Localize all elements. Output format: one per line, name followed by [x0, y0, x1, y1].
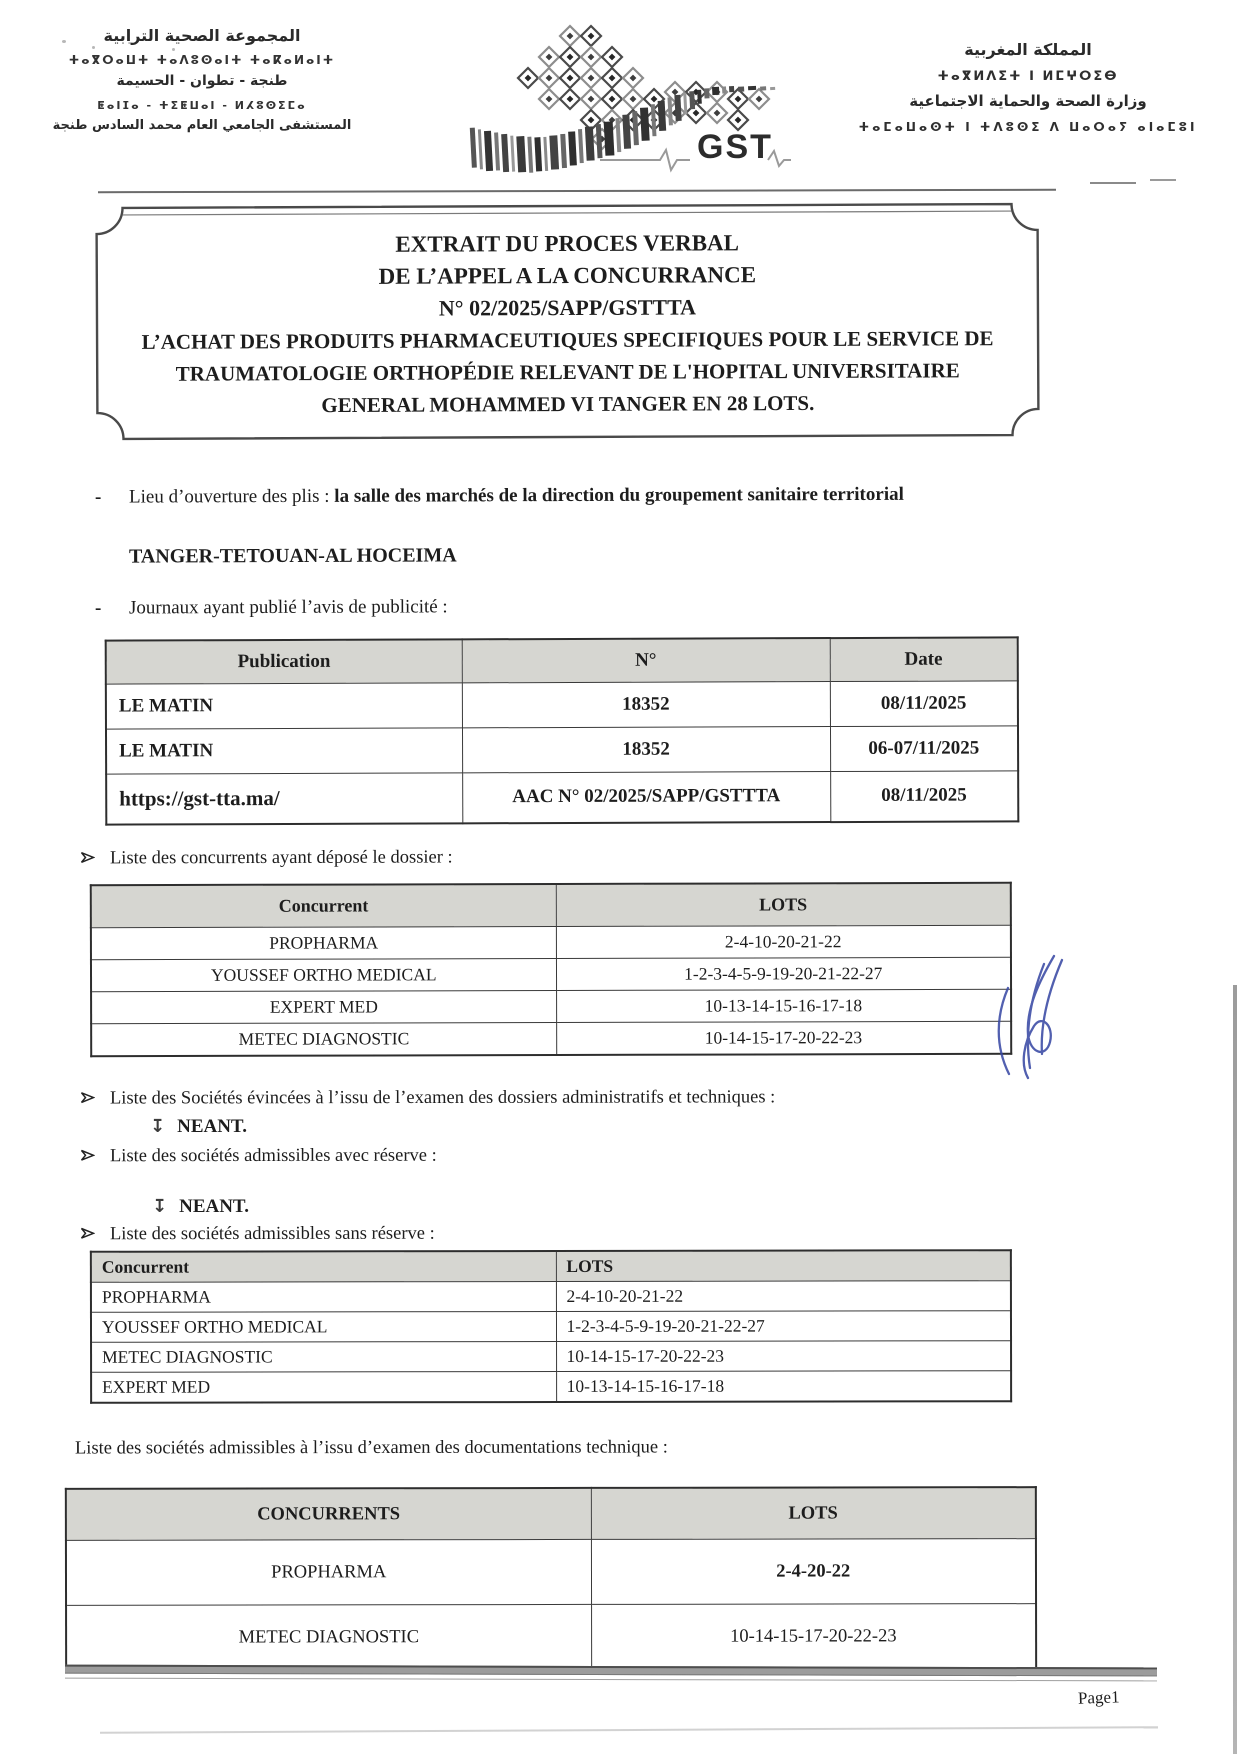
sans-reserve-table [90, 1249, 1012, 1404]
kingdom-arabic: المملكة المغربية [964, 40, 1092, 59]
table-cell: YOUSSEF ORTHO MEDICAL [91, 1311, 556, 1342]
dash-bullet-mark: - [94, 486, 102, 508]
region-cities-arabic: طنجة - تطوان - الحسيمة [116, 73, 288, 89]
title-frame [94, 202, 1040, 441]
bullet-concurrents-deposes [80, 848, 453, 871]
lieu-value-line2: TANGER-TETOUAN-AL HOCEIMA [128, 544, 457, 568]
title-line: GENERAL MOHAMMED VI TANGER EN 28 LOTS. [321, 390, 815, 418]
table-cell: 2-4-10-20-21-22 [556, 925, 1011, 958]
title-line: EXTRAIT DU PROCES VERBAL [395, 230, 740, 257]
table-header-row [66, 1487, 1036, 1540]
docs-technique-table [65, 1486, 1037, 1672]
table-cell: METEC DIAGNOSTIC [91, 1022, 556, 1056]
scan-dash-mark [1090, 182, 1136, 184]
table-cell-url: https://gst-tta.ma/ [106, 773, 462, 824]
table-row [91, 1311, 1011, 1343]
region-cities-tifinagh: ⵟⴰⵏⵊⴰ - ⵜⵉⵟⵡⴰⵏ - ⵍⵃⵓⵙⵉⵎⴰ [97, 99, 307, 112]
table-cell: 10-13-14-15-16-17-18 [556, 989, 1011, 1022]
table-row [91, 925, 1011, 959]
table-header-row [91, 883, 1011, 928]
header-right-block [828, 40, 1228, 134]
ministry-tifinagh: ⵜⴰⵎⴰⵡⴰⵙⵜ ⵏ ⵜⴷⵓⵙⵉ ⴷ ⵡⴰⵔⴰⵢ ⴰⵏⴰⵎⵓⵏ [858, 120, 1198, 134]
depose-table [90, 882, 1012, 1057]
arrow-bullet-icon [80, 1147, 110, 1168]
kingdom-tifinagh: ⵜⴰⴳⵍⴷⵉⵜ ⵏ ⵍⵎⵖⵔⵉⴱ [937, 69, 1119, 84]
table-row [106, 681, 1018, 729]
column-header: Concurrent [91, 1251, 556, 1282]
bullet-label: Liste des sociétés admissibles sans réserve : [109, 1223, 435, 1245]
bullet-societes-evincees [80, 1087, 775, 1110]
table-header-row [106, 637, 1018, 684]
table-cell: LE MATIN [106, 728, 462, 774]
column-header: N° [462, 638, 830, 683]
table-row [91, 1341, 1011, 1373]
table-cell: 18352 [462, 727, 830, 773]
scan-edge-strip [1233, 985, 1237, 1754]
bullet-label: Liste des sociétés admissibles avec réserve : [109, 1145, 437, 1167]
table-row [91, 1371, 1011, 1403]
table-cell: 06-07/11/2025 [830, 726, 1018, 772]
neant-label: NEANT. [177, 1116, 247, 1137]
bullet-label: Liste des concurrents ayant déposé le dossier : [109, 847, 453, 869]
neant-item [150, 1116, 247, 1138]
footer-rule-thin [65, 1678, 1157, 1682]
org-name-arabic: المجموعة الصحية الترابية [103, 26, 301, 45]
column-header: LOTS [591, 1487, 1036, 1539]
column-header: LOTS [556, 883, 1011, 927]
arrow-bullet-icon [80, 1090, 110, 1111]
title-line: DE L’APPEL A LA CONCURRANCE [378, 262, 757, 289]
header-left-block [52, 26, 352, 133]
publications-table [105, 636, 1020, 825]
arrow-bullet-icon [80, 1225, 110, 1246]
logo-gst-text: GST [697, 128, 773, 166]
lieu-label: Lieu d’ouverture des plis : [128, 485, 330, 508]
ministry-arabic: وزارة الصحة والحماية الاجتماعية [909, 92, 1147, 110]
lieu-value: la salle des marchés de la direction du groupement sanitaire territorial [334, 483, 904, 507]
table-cell: AAC N° 02/2025/SAPP/GSTTTA [462, 772, 830, 823]
column-header: LOTS [556, 1250, 1011, 1281]
bullet-lieu-ouverture [95, 483, 1055, 508]
document-title [105, 226, 1031, 422]
journaux-label: Journaux ayant publié l’avis de publicité : [128, 596, 448, 619]
footer-rule [65, 1665, 1157, 1677]
table-cell: EXPERT MED [91, 1371, 556, 1402]
gst-logo-graphic [450, 8, 795, 173]
table-cell: METEC DIAGNOSTIC [66, 1604, 591, 1670]
neant-item [152, 1196, 249, 1218]
arrow-bullet-icon [80, 849, 110, 870]
bullet-admissibles-sans-reserve [80, 1224, 435, 1247]
title-line: TRAUMATOLOGIE ORTHOPÉDIE RELEVANT DE L'HOPITAL UNIVERSITAIRE [175, 358, 960, 386]
table-cell: 10-13-14-15-16-17-18 [556, 1371, 1011, 1402]
table-cell: LE MATIN [106, 683, 462, 729]
table-row [91, 1021, 1011, 1056]
table-cell: EXPERT MED [91, 990, 556, 1023]
dash-bullet-mark: - [94, 597, 102, 619]
sub-bullet-icon: ↧ [150, 1116, 166, 1137]
docs-technique-label: Liste des sociétés admissibles à l’issu d’examen des documentations technique : [74, 1437, 668, 1459]
column-header: Concurrent [91, 884, 556, 928]
table-row [66, 1604, 1036, 1671]
bullet-label: Liste des Sociétés évincées à l’issu de l’examen des dossiers administratifs et techniques : [109, 1087, 776, 1109]
org-name-tifinagh: ⵜⴰⴳⵔⴰⵡⵜ ⵜⴰⴷⵓⵙⴰⵏⵜ ⵜⴰⴽⴰⵍⴰⵏⵜ [68, 53, 336, 67]
bullet-admissibles-avec-reserve [80, 1146, 437, 1169]
horizontal-rule [98, 189, 1056, 194]
table-cell: 1-2-3-4-5-9-19-20-21-22-27 [556, 957, 1011, 990]
table-row [106, 771, 1018, 824]
table-cell: PROPHARMA [91, 1281, 556, 1312]
signature-scribble [992, 950, 1087, 1088]
table-cell: METEC DIAGNOSTIC [91, 1341, 556, 1372]
table-cell: PROPHARMA [91, 926, 556, 959]
table-cell: 2-4-20-22 [591, 1539, 1036, 1605]
table-cell: 10-14-15-17-20-22-23 [591, 1604, 1036, 1670]
table-cell: 10-14-15-17-20-22-23 [556, 1341, 1011, 1372]
scan-edge-line [100, 1726, 1158, 1734]
sub-bullet-icon: ↧ [152, 1196, 168, 1217]
gst-logo [450, 8, 795, 173]
table-cell: 2-4-10-20-21-22 [556, 1281, 1011, 1312]
table-header-row [91, 1250, 1011, 1282]
page-number: Page1 [1077, 1687, 1120, 1708]
column-header: Date [830, 637, 1018, 681]
title-line: N° 02/2025/SAPP/GSTTTA [438, 294, 697, 321]
title-line: L’ACHAT DES PRODUITS PHARMACEUTIQUES SPECIFIQUES POUR LE SERVICE DE [141, 326, 994, 354]
table-cell: YOUSSEF ORTHO MEDICAL [91, 958, 556, 991]
table-cell: 1-2-3-4-5-9-19-20-21-22-27 [556, 1311, 1011, 1342]
signature [992, 950, 1087, 1093]
hospital-name-arabic: المستشفى الجامعي العام محمد السادس طنجة [52, 118, 352, 133]
table-cell: 18352 [462, 682, 830, 728]
column-header: Publication [106, 639, 462, 684]
neant-label: NEANT. [179, 1196, 249, 1217]
scan-dash-mark [1150, 179, 1176, 181]
table-row [66, 1539, 1036, 1606]
table-cell: 08/11/2025 [830, 681, 1018, 727]
bullet-journaux [95, 594, 995, 619]
table-cell: PROPHARMA [66, 1539, 591, 1605]
table-row [106, 726, 1018, 774]
column-header: CONCURRENTS [66, 1488, 591, 1540]
table-row [91, 989, 1011, 1023]
table-row [91, 1281, 1011, 1313]
table-cell: 10-14-15-17-20-22-23 [556, 1021, 1011, 1055]
table-cell: 08/11/2025 [830, 771, 1018, 822]
table-row [91, 957, 1011, 991]
